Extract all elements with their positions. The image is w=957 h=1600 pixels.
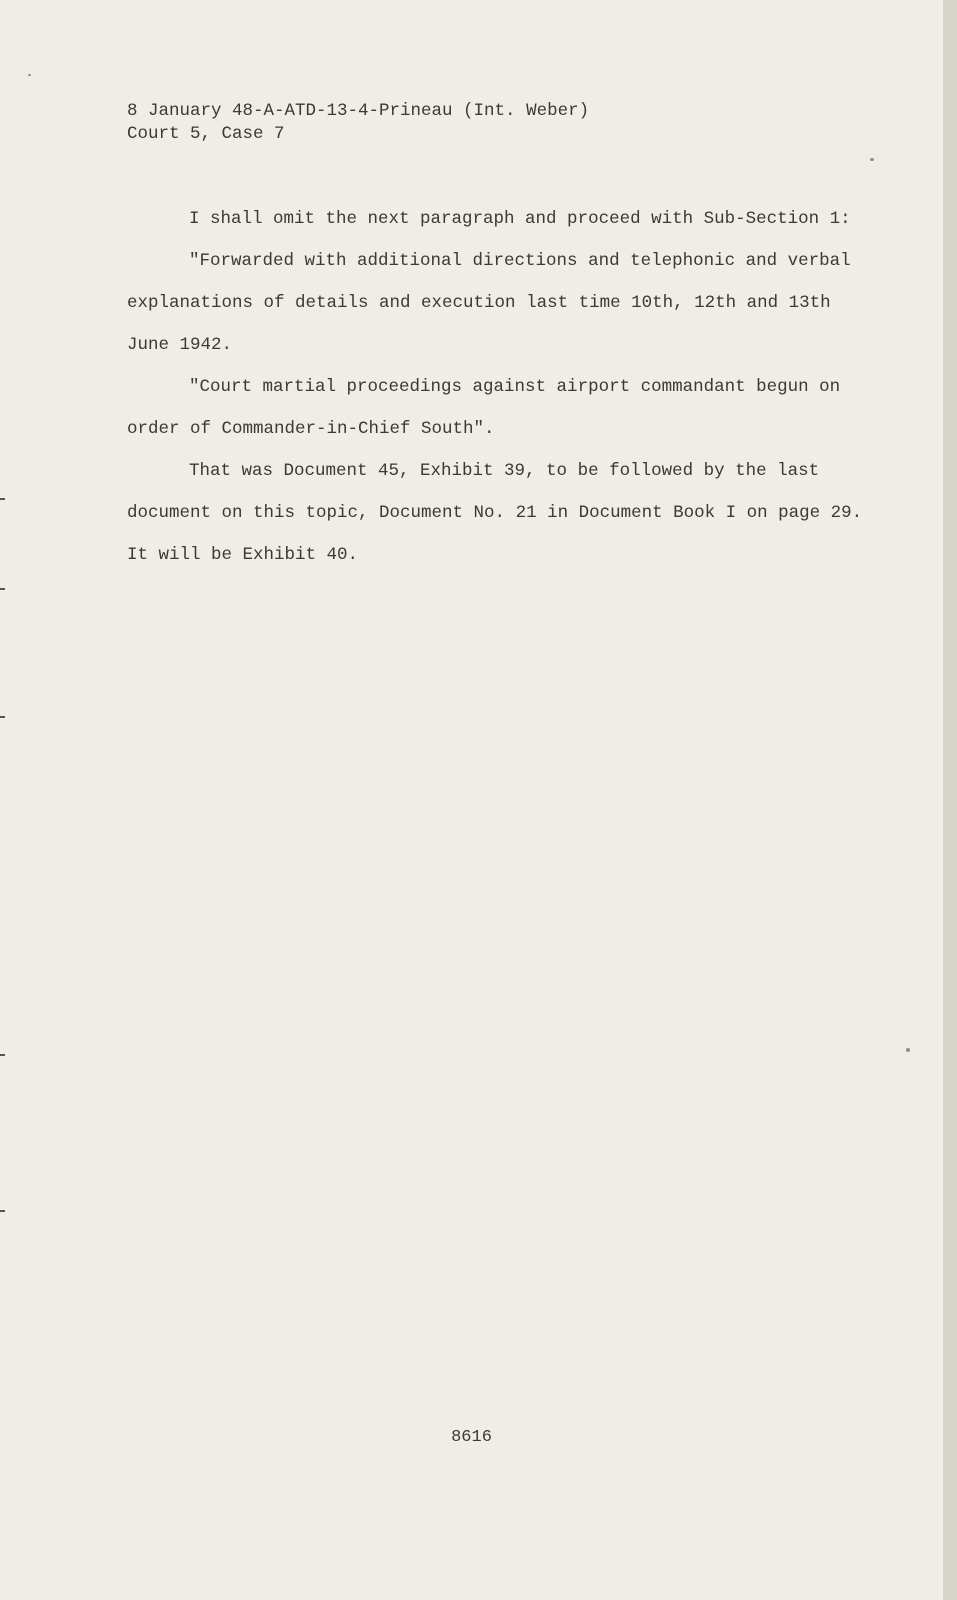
header-line-court-case: Court 5, Case 7 [127, 124, 285, 144]
paper-speck [870, 158, 874, 161]
scan-edge-mark [0, 1210, 5, 1212]
paragraph-omit-section: I shall omit the next paragraph and proceed with Sub-Section 1: [189, 209, 851, 229]
scan-edge-mark [0, 498, 5, 500]
paper-speck [906, 1048, 910, 1052]
page-number: 8616 [451, 1428, 492, 1447]
scan-edge-mark [0, 588, 5, 590]
paragraph-forwarded-quote: "Forwarded with additional directions and telephonic and verbal explanations of details and execution last time 10th, 12th and 13th June 1942. [127, 251, 851, 355]
paragraph-exhibit-reference: That was Document 45, Exhibit 39, to be followed by the last document on this topic, Document No. 21 in Document Book I on page 29. It will be Exhibit 40. [127, 461, 863, 565]
transcript-body [127, 198, 877, 576]
paper-speck [28, 74, 31, 76]
scan-edge-mark [0, 1054, 5, 1056]
document-header [127, 100, 589, 146]
header-line-date-reference: 8 January 48-A-ATD-13-4-Prineau (Int. Weber) [127, 101, 590, 121]
scan-edge-mark [0, 716, 5, 718]
paragraph-court-martial-quote: "Court martial proceedings against airport commandant begun on order of Commander-in-Chief South". [127, 377, 841, 439]
